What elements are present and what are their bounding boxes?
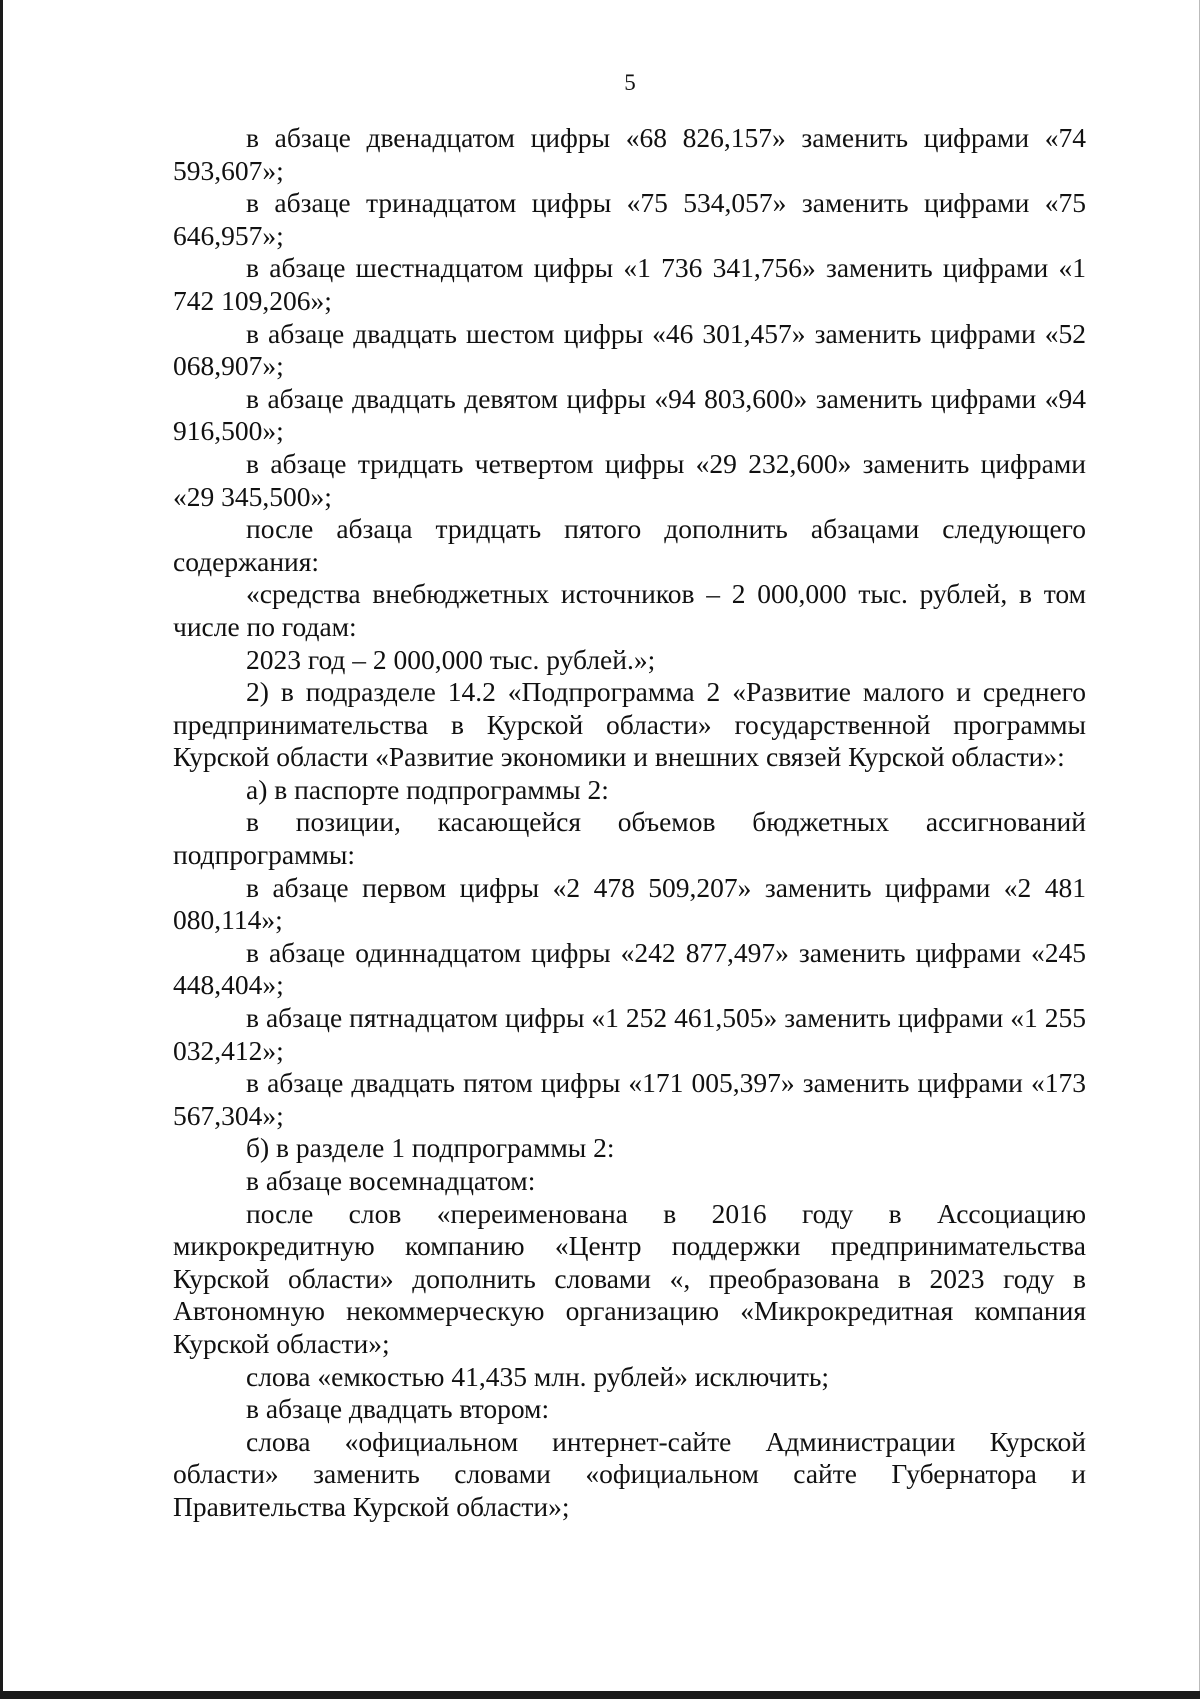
paragraph-3: в абзаце шестнадцатом цифры «1 736 341,756» заменить цифрами «1 742 109,206»; bbox=[173, 252, 1086, 316]
paragraph-16: в абзаце двадцать пятом цифры «171 005,397» заменить цифрами «173 567,304»; bbox=[173, 1067, 1086, 1131]
paragraph-17: б) в разделе 1 подпрограммы 2: bbox=[246, 1132, 615, 1164]
paragraph-15: в абзаце пятнадцатом цифры «1 252 461,505» заменить цифрами «1 255 032,412»; bbox=[173, 1002, 1086, 1066]
paragraph-21: в абзаце двадцать втором: bbox=[246, 1393, 550, 1425]
scan-edge-bottom bbox=[0, 1691, 1200, 1699]
paragraph-2: в абзаце тринадцатом цифры «75 534,057» заменить цифрами «75 646,957»; bbox=[173, 187, 1086, 251]
paragraph-4: в абзаце двадцать шестом цифры «46 301,457» заменить цифрами «52 068,907»; bbox=[173, 317, 1086, 382]
paragraph-1: в абзаце двенадцатом цифры «68 826,157» заменить цифрами «74 593,607»; bbox=[173, 122, 1086, 186]
paragraph-6: в абзаце тридцать четвертом цифры «29 232,600» заменить цифрами «29 345,500»; bbox=[173, 447, 1086, 512]
paragraph-10: 2) в подразделе 14.2 «Подпрограмма 2 «Развитие малого и среднего предпринимательства в Курской области» государственной программы Курской области «Развитие экономики и внешних связей Курской области»: bbox=[173, 676, 1086, 773]
paragraph-18: в абзаце восемнадцатом: bbox=[246, 1165, 536, 1196]
paragraph-14: в абзаце одиннадцатом цифры «242 877,497» заменить цифрами «245 448,404»; bbox=[173, 936, 1086, 1001]
paragraph-22: слова «официальном интернет-сайте Администрации Курской области» заменить словами «официальном сайте Губернатора и Правительства Курской области»; bbox=[173, 1425, 1086, 1522]
page-number: 5 bbox=[624, 70, 636, 95]
paragraph-5: в абзаце двадцать девятом цифры «94 803,600» заменить цифрами «94 916,500»; bbox=[173, 382, 1086, 447]
paragraph-19: после слов «переименована в 2016 году в Ассоциацию микрокредитную компанию «Центр поддержки предпринимательства Курской области» дополнить словами «, преобразована в 2023 году в Автономную некоммерческую организацию «Микрокредитная компания Курской области»; bbox=[173, 1197, 1086, 1359]
paragraph-8: «средства внебюджетных источников – 2 000,000 тыс. рублей, в том числе по годам: bbox=[173, 578, 1086, 642]
scan-edge-left bbox=[0, 0, 3, 1699]
document-body bbox=[173, 122, 1086, 1524]
paragraph-13: в абзаце первом цифры «2 478 509,207» заменить цифрами «2 481 080,114»; bbox=[173, 871, 1086, 936]
paragraph-11: а) в паспорте подпрограммы 2: bbox=[246, 773, 609, 805]
paragraph-7: после абзаца тридцать пятого дополнить абзацами следующего содержания: bbox=[173, 513, 1086, 577]
paragraph-9: 2023 год – 2 000,000 тыс. рублей.»; bbox=[246, 643, 656, 675]
paragraph-12: в позиции, касающейся объемов бюджетных ассигнований подпрограммы: bbox=[173, 806, 1086, 871]
paragraph-20: слова «емкостью 41,435 млн. рублей» исключить; bbox=[246, 1360, 830, 1392]
